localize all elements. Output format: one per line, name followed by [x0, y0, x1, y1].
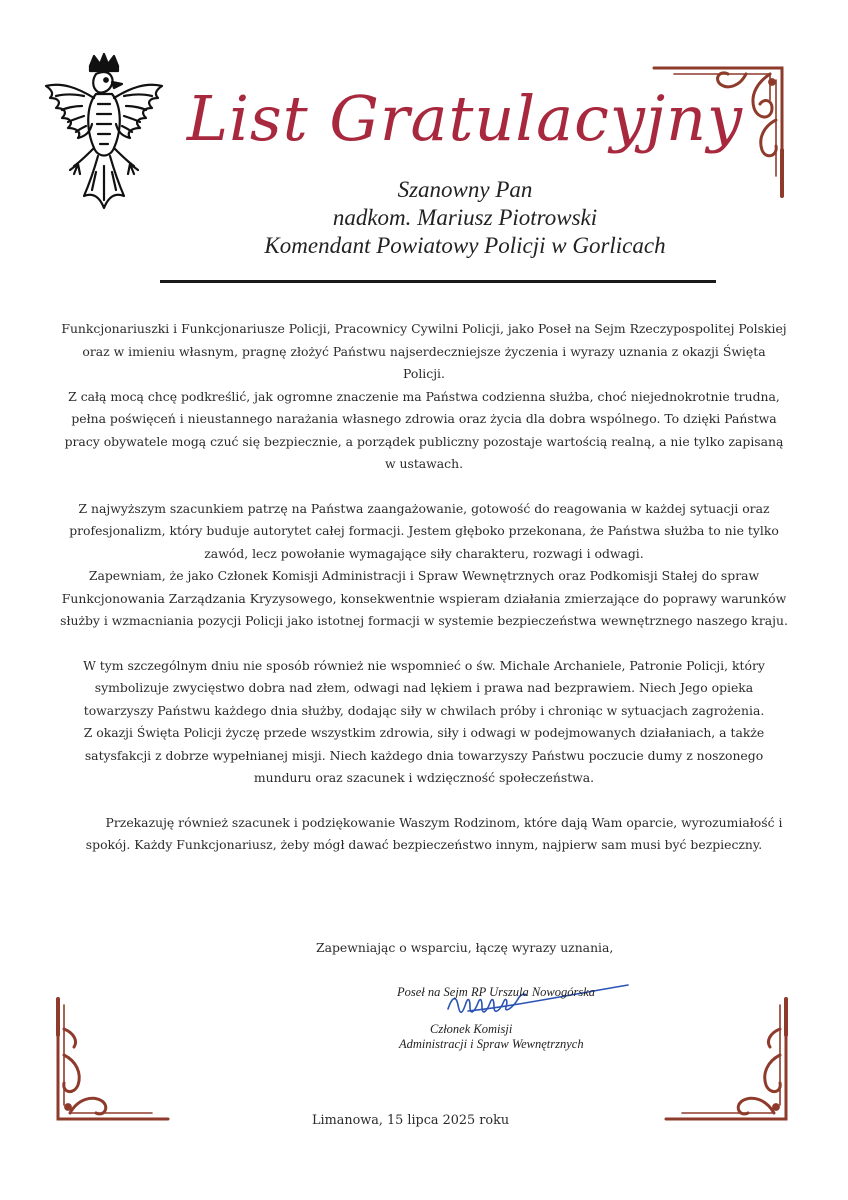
- corner-ornament-icon: [662, 995, 792, 1125]
- signatory-committee: Administracji i Spraw Wewnętrznych: [399, 1037, 584, 1051]
- addressee-position: Komendant Powiatowy Policji w Gorlicach: [264, 233, 666, 258]
- paragraph: Zapewniam, że jako Członek Komisji Administracji i Spraw Wewnętrznych oraz Podkomisji Stałej do spraw Funkcjonowania Zarządzania Kryzysowego, konsekwentnie wspieram działania zmierzające do poprawy warunków służby i wzmacniania pozycji Policji jako istotnej formacji w systemie bezpieczeństwa wewnętrznego naszego kraju.: [60, 568, 788, 628]
- paragraph: Z okazji Święta Policji życzę przede wszystkim zdrowia, siły i odwagi w podejmowanych działaniach, a także satysfakcji z dobrze wypełnianej misji. Niech każdego dnia towarzyszy Państwu poczucie dumy z noszonego munduru oraz szacunek i wdzięczność społeczeństwa.: [83, 725, 765, 785]
- addressee-name: nadkom. Mariusz Piotrowski: [332, 205, 598, 230]
- letter-body: [60, 318, 788, 857]
- white-eagle-emblem-icon: [34, 52, 174, 222]
- signatory-role: Członek Komisji: [430, 1022, 513, 1036]
- paragraph: Funkcjonariuszki i Funkcjonariusze Policji, Pracownicy Cywilni Policji, jako Poseł na Sejm Rzeczypospolitej Polskiej oraz w imieniu własnym, pragnę złożyć Państwu najserdeczniejsze życzenia i wyrazy uznania z okazji Święta Policji.: [61, 321, 787, 381]
- paragraph: W tym szczególnym dniu nie sposób również nie wspomnieć o św. Michale Archaniele, Patronie Policji, który symbolizuje zwycięstwo dobra nad złem, odwagi nad lękiem i prawa nad bezprawiem. Niech Jego opieka towarzyszy Państwu każdego dnia służby, dodając siły w chwilach próby i chroniąc w sytuacjach zagrożenia.: [83, 657, 765, 718]
- place-and-date: Limanowa, 15 lipca 2025 roku: [312, 1113, 510, 1128]
- addressee-salutation: Szanowny Pan: [397, 177, 533, 202]
- divider-rule: [160, 280, 716, 283]
- paragraph: Przekazuję również szacunek i podziękowanie Waszym Rodzinom, które dają Wam oparcie, wyrozumiałość i spokój. Każdy Funkcjonariusz, żeby mógł dawać bezpieczeństwo innym, najpierw sam musi być bezpieczny.: [85, 814, 783, 852]
- addressee-block: [185, 176, 745, 260]
- paragraph: Z najwyższym szacunkiem patrzę na Państwa zaangażowanie, gotowość do reagowania w każdej sytuacji oraz profesjonalizm, który buduje autorytet całej formacji. Jestem głęboko przekonana, że Państwa służba to nie tylko zawód, lecz powołanie wymagające siły charakteru, rozwagi i odwagi.: [69, 500, 779, 561]
- closing-line: Zapewniając o wsparciu, łączę wyrazy uznania,: [316, 940, 614, 955]
- document-title: List Gratulacyjny: [186, 82, 744, 155]
- signatory-name: Poseł na Sejm RP Urszula Nowogórska: [397, 985, 596, 999]
- paragraph: Z całą mocą chcę podkreślić, jak ogromne znaczenie ma Państwa codzienna służba, choć niejednokrotnie trudna, pełna poświęceń i nieustannego narażania własnego zdrowia oraz życia dla dobra wspólnego. To dzięki Państwa pracy obywatele mogą czuć się bezpiecznie, a porządek publiczny pozostaje wartością realną, a nie tylko zapisaną w ustawach.: [64, 388, 784, 471]
- corner-ornament-icon: [52, 995, 172, 1125]
